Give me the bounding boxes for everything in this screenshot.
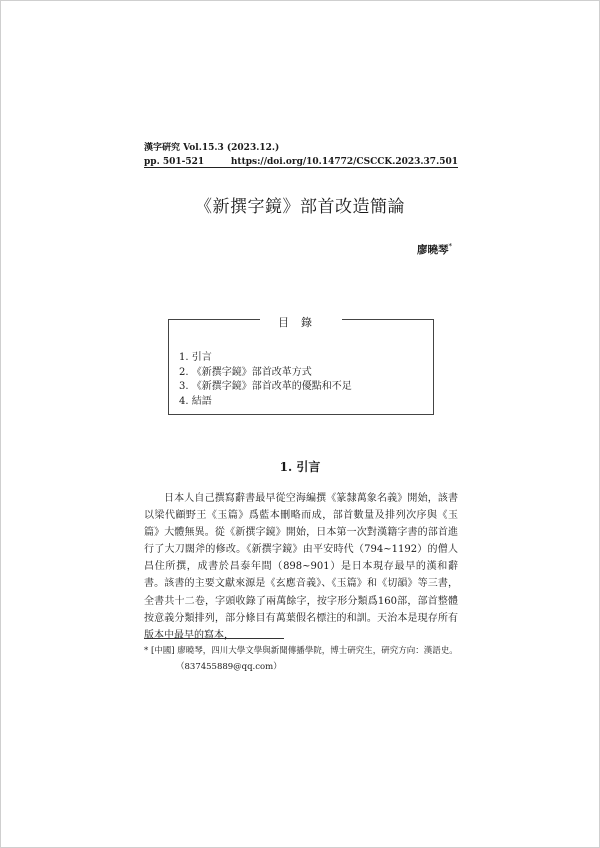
- footnote-email: （837455889@qq.com）: [176, 662, 282, 672]
- toc-item: 2. 《新撰字鏡》部首改革方式: [179, 366, 312, 378]
- footnote-text: * [中國] 廖曉琴，四川大學文學與新聞傳播學院，博士硏究生，硏究方向：漢語史。: [144, 646, 458, 656]
- toc-heading: [169, 311, 433, 330]
- section-heading-introduction: 1. 引言: [279, 460, 321, 474]
- journal-name-volume: 漢字硏究 Vol.15.3 (2023.12.): [144, 143, 280, 153]
- toc-heading-text: 目錄: [260, 316, 342, 329]
- header-rule: [144, 167, 458, 168]
- toc-item: 4. 結語: [179, 395, 212, 407]
- table-of-contents: [168, 316, 434, 415]
- journal-header-row-1: [144, 141, 458, 155]
- article-title: 《新撰字鏡》部首改造簡論: [195, 197, 405, 217]
- author-footnote-mark: *: [448, 242, 452, 251]
- author-name: 廖曉琴: [417, 244, 449, 256]
- footnote-rule: [144, 638, 284, 639]
- journal-doi[interactable]: https://doi.org/10.14772/CSCCK.2023.37.501: [230, 157, 458, 167]
- toc-list: [179, 351, 352, 409]
- body-paragraph: 日本人自己撰寫辭書最早從空海編撰《篆隸萬象名義》開始，該書以梁代顧野王《玉篇》爲藍本刪略而成，部首數量及排列次序與《玉篇》大體無異。從《新撰字鏡》開始，日本第一次對漢籍字書的部首進行了大刀闊斧的修改。《新撰字鏡》由平安時代（794~1192）的僧人昌住所撰，成書於昌泰年間（898~901）是日本現存最早的漢和辭書。該書的主要文獻來源是《玄應音義》、《玉篇》和《切韻》等三書，全書共十二卷，字頭收錄了兩萬餘字，按字形分類爲160部，部首整體按意義分類排列，部分條目有萬葉假名標注的和訓。天治本是現存所有版本中最早的寫本，: [144, 493, 458, 641]
- journal-pages: pp. 501-521: [144, 157, 205, 167]
- author: [417, 242, 452, 257]
- journal-header: [144, 141, 458, 169]
- toc-item: 1. 引言: [179, 352, 212, 363]
- toc-item: 3. 《新撰字鏡》部首改革的優點和不足: [179, 381, 352, 392]
- footnote: [144, 643, 458, 675]
